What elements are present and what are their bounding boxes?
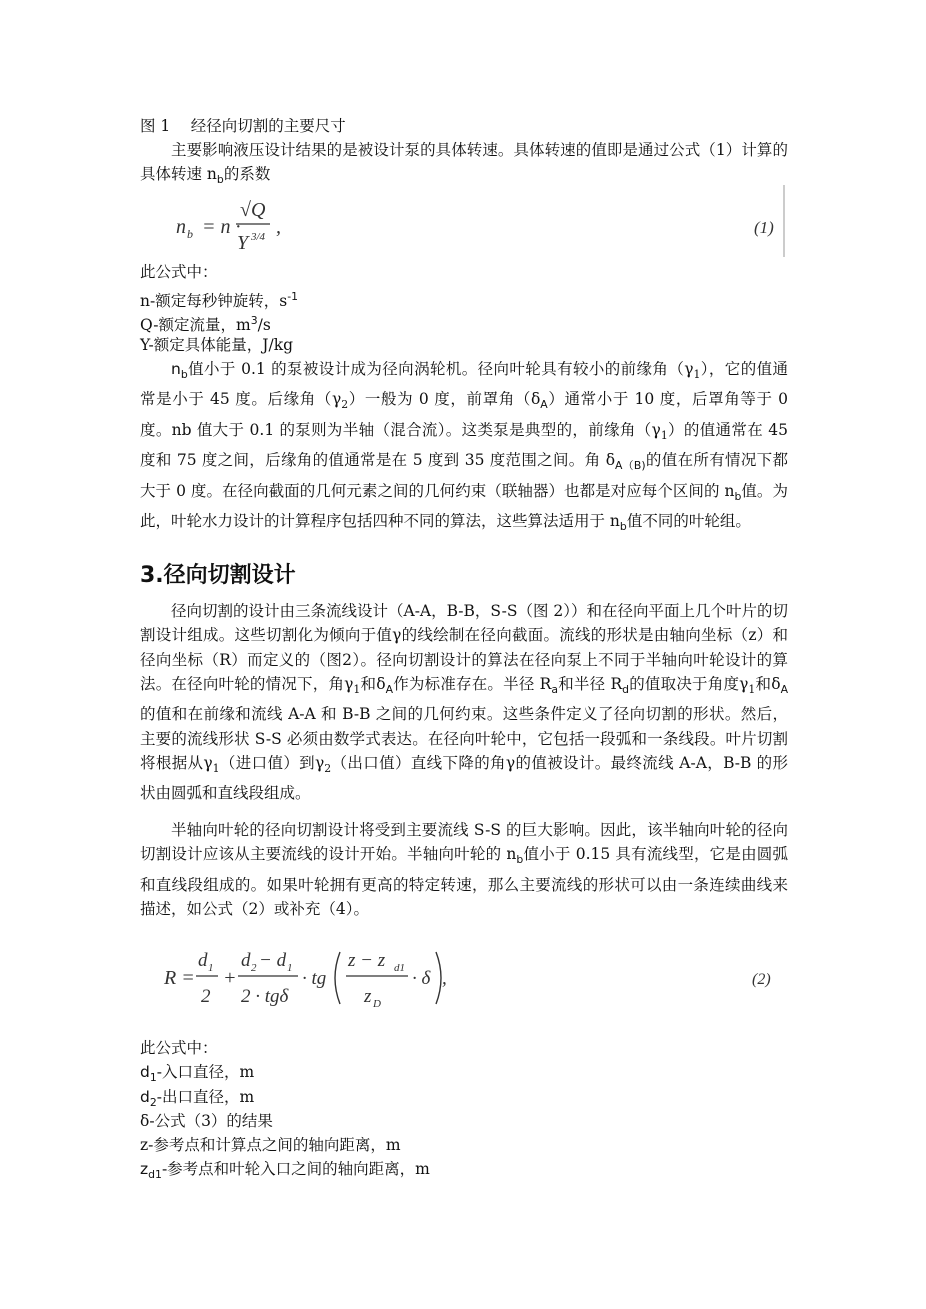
var-zd1: $z_{d1}-$参考点和叶轮入口之间的轴向距离，m [140, 1160, 430, 1182]
vars2-label: 此公式中： [140, 1039, 218, 1057]
paragraph-semi-axial: 半轴向叶轮的径向切割设计将受到主要流线 S-S 的巨大影响。因此，该半轴向叶轮的径向切割设计应该从主要流线的设计开始。半轴向叶轮的 $n_b$值小于 0.15 具有流线型，它是由圆弧和直线段组成的。如果叶轮拥有更高的特定转速，那么主要流线的形状可以由一条连续曲线来描述，如公式（2）或补充（4）。 [140, 821, 788, 918]
formula2-f2-num-sub2: 2 [251, 962, 257, 974]
formula-1 [140, 188, 780, 258]
formula1-den-sup: 3/4 [251, 231, 266, 243]
formula1-lhs-sub: b [187, 227, 193, 241]
formula1-tail: , [276, 216, 281, 238]
formula2-f3-den-sub: D [373, 998, 381, 1010]
formula2-plus: + [223, 967, 237, 989]
vars1-label: 此公式中： [140, 263, 218, 281]
formula2-f2-minus: − d [259, 950, 287, 971]
formula1-eq: = n · [202, 216, 241, 238]
formula-border [783, 185, 785, 257]
paragraph-nb: $n_b$值小于 0.1 的泵被设计成为径向涡轮机。径向叶轮具有较小的前缘角$(\gamma_1)$，它的值通常是小于 45 度。后缘角$(\gamma_2)$一般为 0 度，前罩角$(\delta_A)$通常小于 10 度，后罩角等于 0 度。nb 值大于 0.1 的泵则为半轴（混合流）。这类泵是典型的，前缘角$(\gamma_1)$的值通常在 45 度和 75 度之间，后缘角的值通常是在 5 度到 35 度范围之间。角 $\delta_{A(B)}$的值在所有情况下都大于 0 度。在径向截面的几何元素之间的几何约束（联轴器）也都是对应每个区间的 $n_b$值。为此，叶轮水力设计的计算程序包括四种不同的算法，这些算法适用于 $n_b$值不同的叶轮组。 [140, 360, 789, 534]
formula2-f2-num-sub1: 1 [287, 962, 293, 974]
formula2-dot-tg: · tg [302, 968, 327, 989]
formula2-number: (2) [752, 971, 771, 988]
formula2-f3-num-sub: d1 [394, 962, 405, 974]
section-heading: 3.径向切割设计 [140, 563, 296, 588]
formula-2 [140, 938, 780, 1018]
var-q: Q-额定流量，$m^3/s$ [140, 314, 271, 335]
formula1-den: Y [237, 232, 249, 254]
formula2-f2-num: d [241, 950, 251, 971]
formula1-num: √Q [240, 199, 266, 221]
figure-caption: 图 1 经径向切割的主要尺寸 [140, 117, 346, 135]
paragraph-radial-design: 径向切割的设计由三条流线设计（A-A，B-B，S-S（图 2））和在径向平面上几个叶片的切割设计组成。这些切割化为倾向于值γ的线绘制在径向截面。流线的形状是由轴向坐标（z）和径向坐标（R）而定义的（图2）。径向切割设计的算法在径向泵上不同于半轴向叶轮设计的算法。在径向叶轮的情况下，角$\gamma_1$和$\delta_A$作为标准存在。半径 $R_a$和半径 $R_d$的值取决于角度$\gamma_1$和$\delta_A$的值和在前缘和流线 A-A 和 B-B 之间的几何约束。这些条件定义了径向切割的形状。然后，主要的流线形状 S-S 必须由数学式表达。在径向叶轮中，它包括一段弧和一条线段。叶片切割将根据从$\gamma_1$（进口值）到$\gamma_2$（出口值）直线下降的角γ的值被设计。最终流线 A-A，B-B 的形状由圆弧和直线段组成。 [140, 602, 789, 803]
var-y: Y-额定具体能量，J/kg [140, 336, 294, 354]
intro-paragraph: 主要影响液压设计结果的是被设计泵的具体转速。具体转速的值即是通过公式（1）计算的具体转速 $n_b$的系数 [140, 141, 788, 187]
formula1-number: (1) [754, 218, 774, 237]
formula2-lhs: R = [164, 967, 195, 989]
var-n: n-额定每秒钟旋转，$s^{-1}$ [140, 290, 298, 311]
formula2-f1-num: d [198, 950, 208, 971]
formula2-tail: , [442, 968, 447, 989]
formula2-f2-den: 2 · tgδ [241, 986, 289, 1007]
formula2-f1-num-sub: 1 [208, 962, 214, 974]
var-z: z-参考点和计算点之间的轴向距离，m [140, 1136, 401, 1154]
formula2-f1-den: 2 [201, 986, 211, 1007]
formula1-lhs: n [176, 216, 186, 238]
formula2-f3-num: z − z [348, 950, 386, 971]
formula2-dot-delta: · δ [412, 968, 431, 989]
formula2-f3-den: z [364, 986, 372, 1007]
var-d1: $d_1-$入口直径，m [140, 1063, 255, 1085]
var-d2: $d_2-$出口直径，m [140, 1088, 255, 1110]
var-delta: δ-公式（3）的结果 [140, 1112, 273, 1130]
